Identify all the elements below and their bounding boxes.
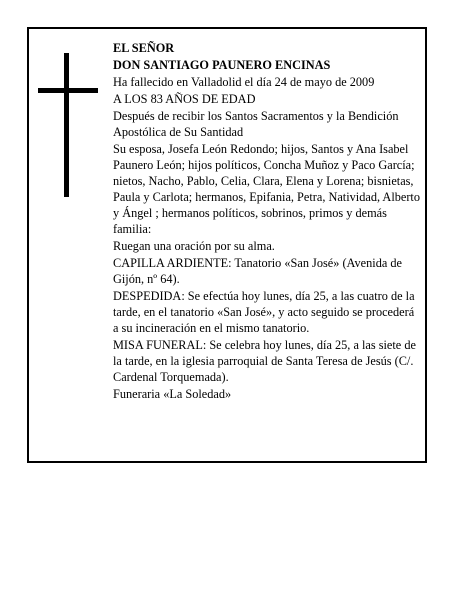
farewell-line: DESPEDIDA: Se efectúa hoy lunes, día 25, a las cuatro de la tarde, en el tanatorio «San José», y acto seguido se procederá a su incineración en el mismo tanatorio. <box>113 289 415 335</box>
mass-line: MISA FUNERAL: Se celebra hoy lunes, día 25, a las siete de la tarde, en la iglesia parroquial de Santa Teresa de Jesús (C/. Cardenal Torquemada). <box>113 338 416 384</box>
cross-icon <box>38 53 98 197</box>
cross-vertical-bar <box>64 53 69 197</box>
deceased-name: DON SANTIAGO PAUNERO ENCINAS <box>113 58 331 72</box>
chapel-line: CAPILLA ARDIENTE: Tanatorio «San José» (Avenida de Gijón, nº 64). <box>113 256 402 286</box>
family-list: Su esposa, Josefa León Redondo; hijos, Santos y Ana Isabel Paunero León; hijos políticos, Concha Muñoz y Paco García; nietos, Nacho, Pablo, Celia, Clara, Elena y Lorena; bisnietas, Paula y Carlota; hermanos, Epifania, Petra, Natividad, Alberto y Ángel ; hermanos políticos, sobrinos, primos y demás familia: <box>113 142 420 236</box>
age-line: A LOS 83 AÑOS DE EDAD <box>113 92 256 106</box>
death-line: Ha fallecido en Valladolid el día 24 de mayo de 2009 <box>113 75 375 89</box>
notice-title: EL SEÑOR <box>113 41 175 55</box>
sacraments-line: Después de recibir los Santos Sacramentos y la Bendición Apostólica de Su Santidad <box>113 109 399 139</box>
cross-horizontal-bar <box>38 88 98 93</box>
funeral-home-line: Funeraria «La Soledad» <box>113 387 232 401</box>
notice-text <box>113 40 421 403</box>
prayer-line: Ruegan una oración por su alma. <box>113 239 275 253</box>
